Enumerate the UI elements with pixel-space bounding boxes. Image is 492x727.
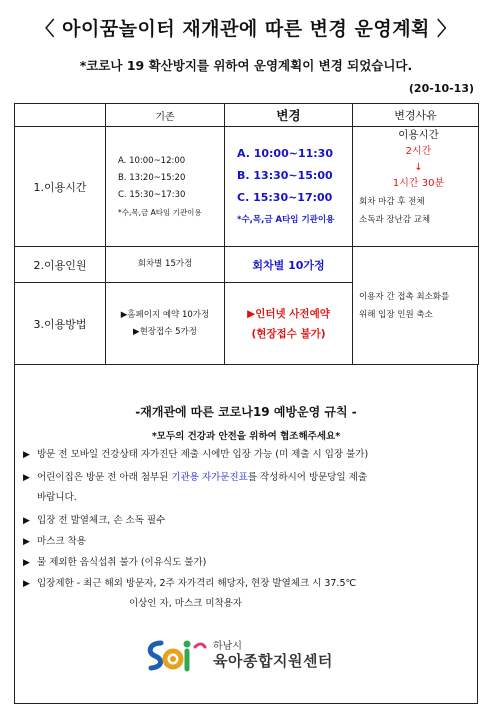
old-method-line1: ▶홈페이지 예약 10가정 — [120, 309, 210, 320]
rule-text-continued: 바랍니다. — [37, 492, 77, 503]
reason-hours-detail2: 소독과 장난감 교체 — [359, 215, 431, 225]
center-logo — [143, 637, 343, 677]
reason-people-line1: 이용자 간 접촉 최소화를 — [359, 291, 450, 302]
form-link-text: 기관용 자가문진표 — [171, 472, 248, 483]
plan-table — [14, 103, 479, 365]
reason-hours — [353, 127, 479, 247]
new-hours-note: *수,목,금 A타임 기관이용 — [237, 214, 335, 225]
rule-item — [23, 574, 471, 613]
rule-text: 물 제외한 음식섭취 불가 (이유식도 불가) — [37, 557, 207, 568]
rule-text: 를 작성하시어 방문당일 제출 — [247, 472, 368, 483]
rule-text: 방문 전 모바일 건강상태 자가진단 제출 시에만 입장 가능 (미 제출 시 입장 불가) — [37, 449, 369, 460]
rules-title: -재개관에 따른 코로나19 예방운영 규칙 - — [135, 405, 357, 419]
reason-hours-from: 2시간 — [405, 146, 432, 157]
rule-item — [23, 553, 471, 573]
old-hours-a: A. 10:00~12:00 — [118, 155, 186, 166]
old-hours-note: *수,목,금 A타임 기관이용 — [118, 207, 202, 217]
reason-hours-to: 1시간 30분 — [392, 178, 445, 189]
new-method-line1: ▶인터넷 사전예약 — [247, 307, 330, 320]
old-hours — [106, 127, 225, 247]
bullet-arrow-icon: ▶ — [23, 450, 30, 460]
rules-subtitle: *모두의 건강과 안전을 위하여 협조해주세요* — [151, 431, 341, 442]
bullet-arrow-icon: ▶ — [23, 537, 30, 547]
table-row-people — [15, 247, 479, 283]
row-label-hours: 1.이용시간 — [15, 127, 106, 247]
old-hours-c: C. 15:30~17:30 — [118, 189, 186, 200]
reason-people — [353, 247, 479, 365]
old-hours-b: B. 13:20~15:20 — [118, 172, 186, 183]
old-method — [106, 283, 225, 365]
rule-item — [23, 511, 471, 531]
rule-text: 마스크 착용 — [37, 536, 86, 547]
header-old: 기존 — [106, 104, 225, 127]
new-hours-a: A. 10:00~11:30 — [237, 146, 333, 160]
rules-box — [14, 364, 478, 704]
rule-text: 입장제한 - 최근 해외 방문자, 2주 자가격리 해당자, 현장 발열체크 시 37.5℃ — [37, 578, 357, 589]
new-hours-c: C. 15:30~17:00 — [237, 190, 333, 204]
reason-people-line2: 위해 입장 인원 축소 — [359, 309, 433, 320]
new-hours-b: B. 13:30~15:00 — [237, 168, 333, 182]
notice-date: (20-10-13) — [408, 82, 474, 95]
logo-city: 하남시 — [213, 641, 242, 652]
rule-item — [23, 445, 471, 465]
header-reason: 변경사유 — [353, 104, 479, 127]
rule-text-continued: 이상인 자, 마스크 미착용자 — [129, 598, 243, 609]
new-people: 회차별 10가정 — [225, 247, 353, 283]
reason-hours-arrow: ↓ — [414, 162, 423, 173]
bullet-arrow-icon: ▶ — [23, 558, 30, 568]
table-row-hours — [15, 127, 479, 247]
reason-hours-detail1: 회차 마감 후 전체 — [359, 197, 425, 207]
bullet-arrow-icon: ▶ — [23, 473, 30, 483]
bullet-arrow-icon: ▶ — [23, 579, 30, 589]
row-label-people: 2.이용인원 — [15, 247, 106, 283]
logo-center-name: 육아종합지원센터 — [213, 652, 333, 670]
table-header-row — [15, 104, 479, 127]
header-new: 변경 — [225, 104, 353, 127]
notice-subtitle: *코로나 19 확산방지를 위하여 운영계획이 변경 되었습니다. — [79, 58, 413, 73]
rule-item — [23, 468, 471, 507]
new-method — [225, 283, 353, 365]
old-people: 회차별 15가정 — [106, 247, 225, 283]
page-title: 〈 아이꿈놀이터 재개관에 따른 변경 운영계획 〉 — [35, 18, 457, 40]
old-method-line2: ▶현장접수 5가정 — [133, 326, 197, 337]
logo-mark-icon — [143, 637, 207, 673]
header-blank — [15, 104, 106, 127]
rule-item — [23, 532, 471, 552]
new-method-line2: (현장접수 불가) — [251, 327, 326, 340]
row-label-method: 3.이용방법 — [15, 283, 106, 365]
bullet-arrow-icon: ▶ — [23, 516, 30, 526]
new-hours — [225, 127, 353, 247]
reason-hours-title: 이용시간 — [398, 129, 439, 141]
rule-text: 입장 전 발열체크, 손 소독 필수 — [37, 515, 166, 526]
rule-text: 어린이집은 방문 전 아래 첨부된 — [37, 472, 172, 483]
